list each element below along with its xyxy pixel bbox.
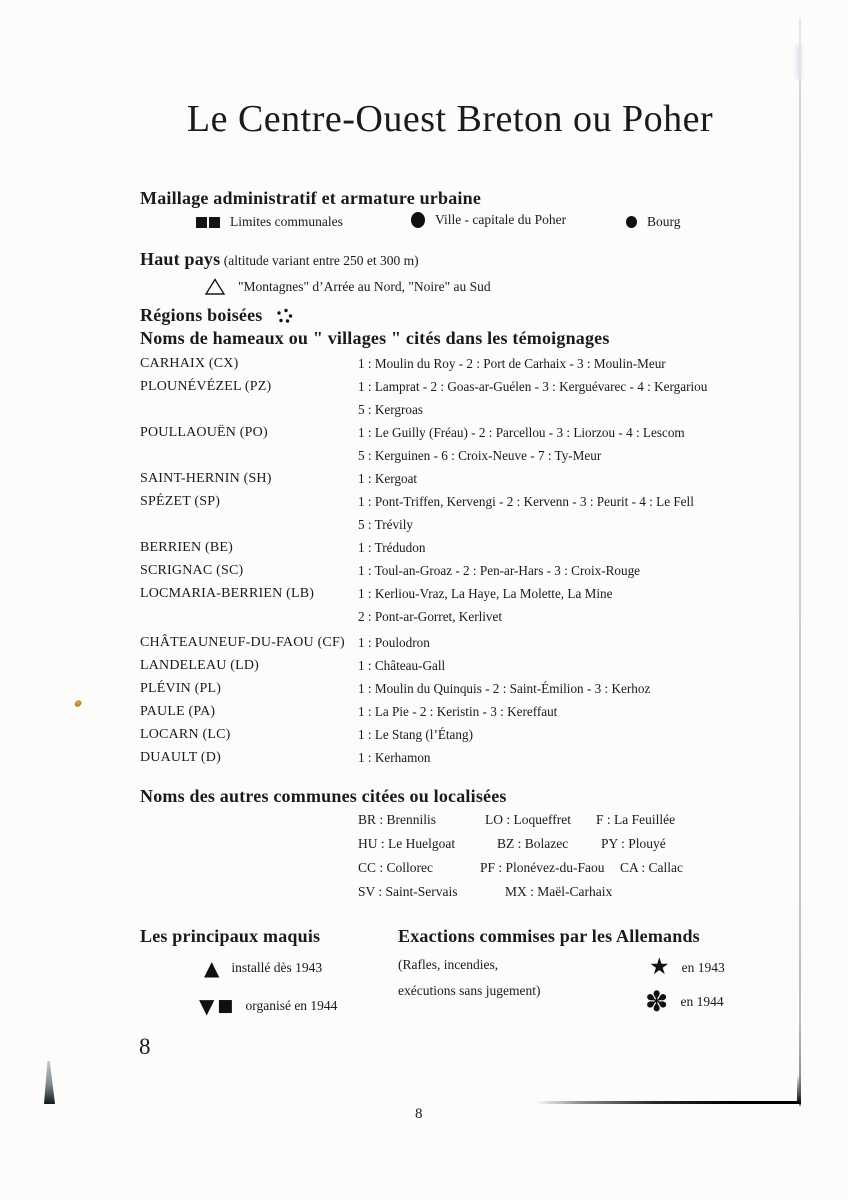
commune-label: SPÉZET (SP) — [140, 494, 221, 509]
commune-label: PLOUNÉVÉZEL (PZ) — [140, 379, 272, 394]
legend-item-montagnes — [204, 278, 491, 296]
hamlet-line: 1 : Moulin du Quinquis - 2 : Saint-Émilion - 3 : Kerhoz — [358, 681, 651, 696]
commune-abbrev: MX : Maël-Carhaix — [505, 884, 613, 899]
table-row — [140, 631, 780, 654]
hamlet-line: 1 : Kerhamon — [358, 750, 431, 765]
legend-label: organisé en 1944 — [245, 998, 338, 1013]
scan-smudge — [796, 45, 802, 79]
legend-label: Bourg — [647, 214, 681, 229]
section-heading-haut-pays — [140, 249, 419, 270]
hamlet-line: 5 : Kerguinen - 6 : Croix-Neuve - 7 : Ty-Meur — [358, 448, 602, 463]
communes-row — [358, 812, 738, 836]
section-heading-maquis: Les principaux maquis — [140, 926, 321, 946]
dots-cluster-icon — [275, 308, 293, 324]
scan-right-page-edge-line — [799, 18, 801, 1106]
table-row — [140, 490, 780, 536]
orange-ink-speck — [74, 699, 83, 708]
legend-label: "Montagnes" d’Arrée au Nord, "Noire" au Sud — [238, 279, 491, 294]
filled-triangle-down-icon: ▼ — [199, 994, 215, 1018]
hamlet-line: 1 : Poulodron — [358, 635, 430, 650]
hamlet-line: 1 : Kergoat — [358, 471, 418, 486]
exaction-item-1944 — [645, 985, 724, 1018]
hamlet-line: 2 : Pont-ar-Gorret, Kerlivet — [358, 609, 503, 624]
commune-label: DUAULT (D) — [140, 750, 221, 765]
communal-boundary-squares-icon — [196, 217, 220, 228]
haut-pays-title: Haut pays — [140, 249, 221, 269]
capital-city-dot-icon — [411, 212, 425, 228]
section-heading-hameaux: Noms de hameaux ou " villages " cités dans les témoignages — [140, 328, 610, 348]
section-heading-maillage: Maillage administratif et armature urbaine — [140, 188, 482, 208]
hamlet-line: 1 : La Pie - 2 : Keristin - 3 : Kereffaut — [358, 704, 558, 719]
legend-label: Limites communales — [230, 214, 343, 229]
page-number-footer: 8 — [415, 1106, 423, 1122]
page-title: Le Centre-Ouest Breton ou Poher — [186, 98, 714, 140]
star-icon: ★ — [649, 954, 670, 980]
commune-label: CARHAIX (CX) — [140, 356, 239, 371]
legend-label: Ville - capitale du Poher — [435, 212, 567, 227]
scan-bottom-corner-mark — [797, 1076, 801, 1104]
table-row — [140, 467, 780, 490]
commune-label: LANDELEAU (LD) — [140, 658, 260, 673]
exactions-note-line2: exécutions sans jugement) — [398, 983, 541, 998]
hamlet-line: 1 : Kerliou-Vraz, La Haye, La Molette, La Mine — [358, 586, 613, 601]
table-row — [140, 421, 780, 467]
hamlet-line: 1 : Le Guilly (Fréau) - 2 : Parcellou - 3 : Liorzou - 4 : Lescom — [358, 425, 685, 440]
commune-abbrev: SV : Saint-Servais — [358, 884, 458, 899]
table-row — [140, 582, 780, 628]
bourg-dot-icon — [626, 216, 637, 228]
hamlet-line: 1 : Lamprat - 2 : Goas-ar-Guélen - 3 : Kerguévarec - 4 : Kergariou — [358, 379, 708, 394]
communes-grid — [358, 812, 738, 908]
triangle-outline-icon — [204, 278, 226, 296]
exaction-item-1943 — [649, 956, 725, 979]
hamlet-line: 5 : Kergroas — [358, 402, 423, 417]
commune-label: BERRIEN (BE) — [140, 540, 234, 555]
legend-item-limites-communales — [196, 214, 343, 230]
commune-label: CHÂTEAUNEUF-DU-FAOU (CF) — [140, 635, 345, 650]
commune-abbrev: BR : Brennilis — [358, 812, 437, 827]
filled-square-icon: ■ — [217, 995, 234, 1016]
commune-abbrev: F : La Feuillée — [596, 812, 676, 827]
commune-abbrev: CC : Collorec — [358, 860, 433, 875]
table-row — [140, 352, 780, 375]
commune-label: LOCMARIA-BERRIEN (LB) — [140, 586, 315, 601]
filled-triangle-up-icon: ▲ — [204, 956, 220, 980]
maquis-item-1944 — [199, 996, 337, 1016]
commune-abbrev: LO : Loqueffret — [485, 812, 571, 827]
hamlet-line: 5 : Trévily — [358, 517, 413, 532]
hamlet-line: 1 : Château-Gall — [358, 658, 446, 673]
commune-label: SCRIGNAC (SC) — [140, 563, 244, 578]
table-row — [140, 746, 780, 769]
commune-label: SAINT-HERNIN (SH) — [140, 471, 272, 486]
table-row — [140, 536, 780, 559]
hamlet-line: 1 : Moulin du Roy - 2 : Port de Carhaix - 3 : Moulin-Meur — [358, 356, 666, 371]
communes-row — [358, 860, 738, 884]
commune-label: PAULE (PA) — [140, 704, 216, 719]
communes-row — [358, 884, 738, 908]
legend-label: en 1943 — [681, 959, 725, 975]
heavy-asterisk-icon: ✽ — [645, 985, 669, 1018]
legend-item-ville-capitale — [411, 212, 566, 228]
hamlet-line: 1 : Pont-Triffen, Kervengi - 2 : Kervenn - 3 : Peurit - 4 : Le Fell — [358, 494, 694, 509]
legend-label: en 1944 — [680, 994, 724, 1009]
hamlet-line: 1 : Toul-an-Groaz - 2 : Pen-ar-Hars - 3 : Croix-Rouge — [358, 563, 641, 578]
commune-label: POULLAOUËN (PO) — [140, 425, 268, 440]
hamlets-table — [140, 352, 780, 769]
hamlet-line: 1 : Trédudon — [358, 540, 426, 555]
commune-label: PLÉVIN (PL) — [140, 681, 222, 696]
scan-bottom-edge-line — [535, 1101, 801, 1104]
haut-pays-subtitle: (altitude variant entre 250 et 300 m) — [220, 253, 419, 268]
page-number-margin: 8 — [139, 1034, 151, 1059]
legend-item-bourg — [626, 214, 681, 230]
section-heading-exactions: Exactions commises par les Allemands — [398, 926, 700, 946]
commune-abbrev: PF : Plonévez-du-Faou — [480, 860, 605, 875]
section-heading-regions-boisees — [140, 305, 293, 326]
communes-row — [358, 836, 738, 860]
commune-abbrev: CA : Callac — [620, 860, 683, 875]
exactions-note-line1: (Rafles, incendies, — [398, 957, 499, 972]
commune-abbrev: HU : Le Huelgoat — [358, 836, 456, 851]
table-row — [140, 375, 780, 421]
table-row — [140, 677, 780, 700]
regions-boisees-title: Régions boisées — [140, 305, 263, 325]
legend-label: installé dès 1943 — [231, 960, 323, 975]
commune-abbrev: BZ : Bolazec — [497, 836, 569, 851]
table-row — [140, 559, 780, 582]
table-row — [140, 654, 780, 677]
maquis-item-1943 — [204, 958, 322, 978]
table-row — [140, 700, 780, 723]
scan-spine-shadow-wedge — [44, 1061, 55, 1104]
table-row — [140, 723, 780, 746]
commune-label: LOCARN (LC) — [140, 727, 231, 742]
hamlet-line: 1 : Le Stang (l’Étang) — [358, 727, 473, 742]
commune-abbrev: PY : Plouyé — [601, 836, 666, 851]
section-heading-autres-communes: Noms des autres communes citées ou localisées — [140, 786, 507, 806]
